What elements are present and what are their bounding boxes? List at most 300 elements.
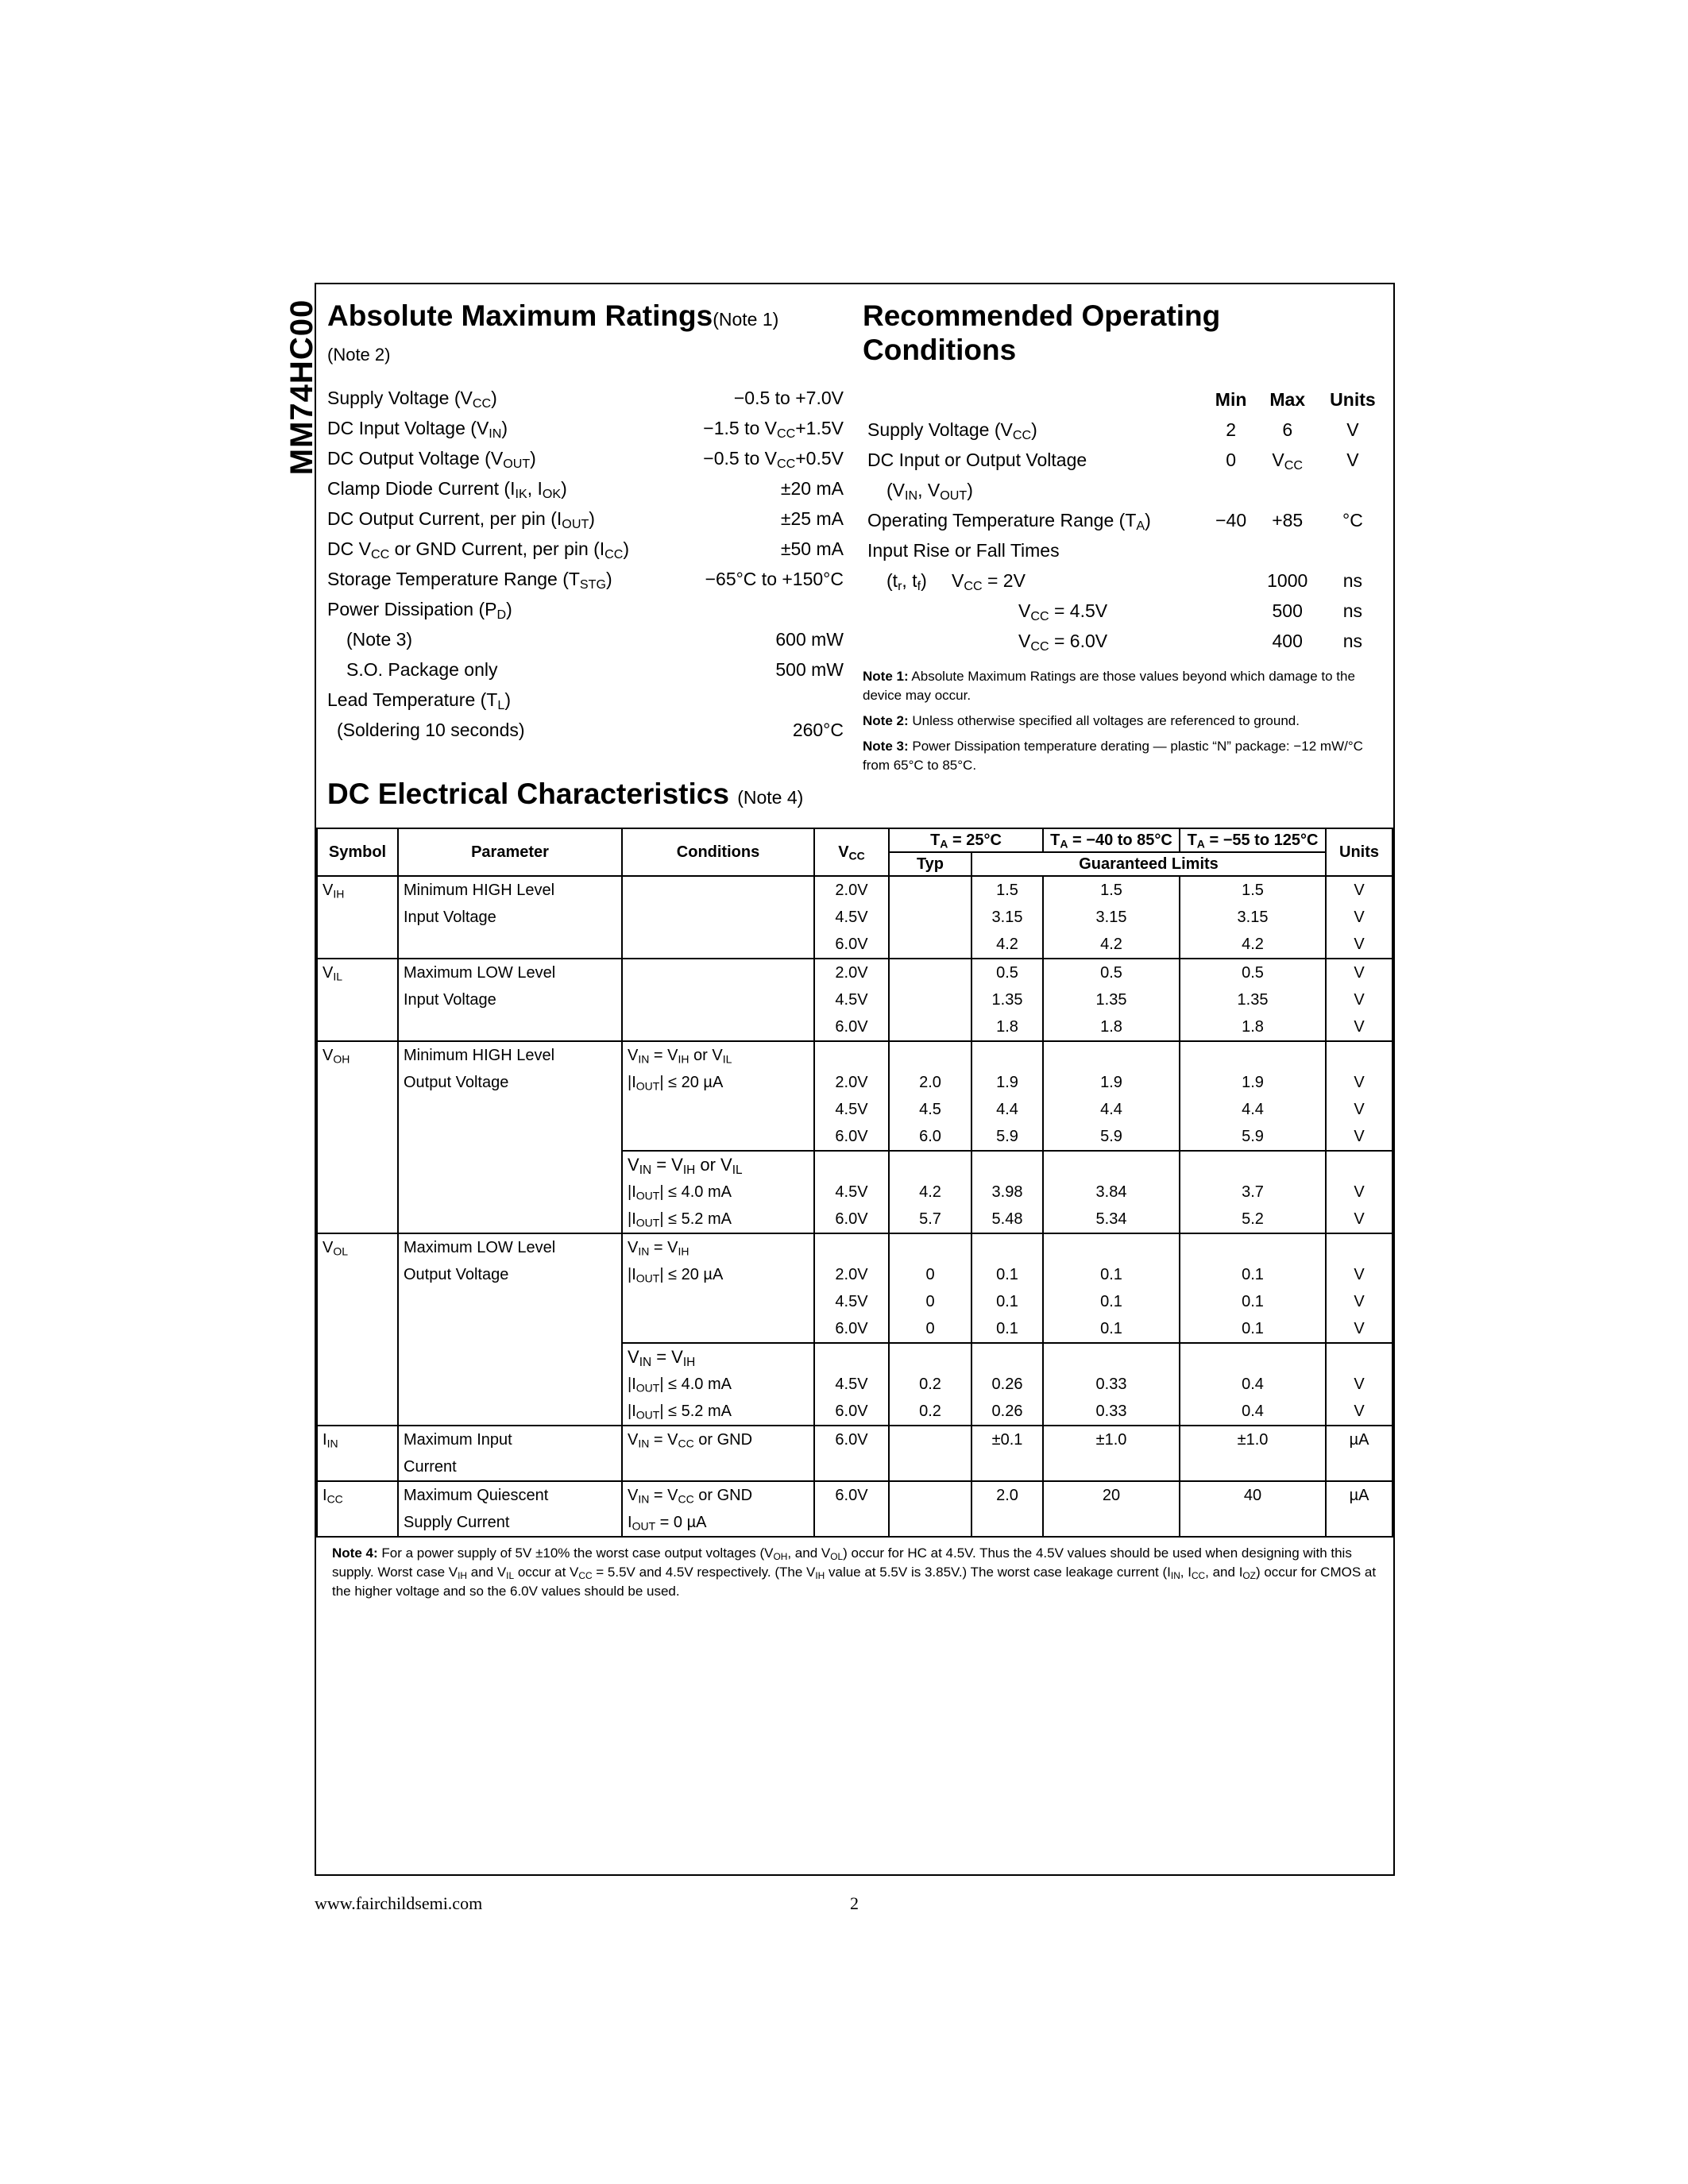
dc-cell-cond: $V_{IN} = V_{IH}$ or $V_{IL}$ <box>622 1151 814 1179</box>
dc-cell-typ <box>889 1426 971 1453</box>
amr-row-label: DC Output Current, per pin $(I_{OUT})$ <box>327 507 595 531</box>
amr-title: Absolute Maximum Ratings(Note 1) <box>327 299 779 332</box>
dc-cell-vcc: 4.5V <box>814 904 889 931</box>
dc-header-ta85: $T_A = -40$ to 85°C <box>1043 828 1180 852</box>
dc-cell-param <box>398 1123 622 1151</box>
amr-row-label: S.O. Package only <box>346 658 498 680</box>
dc-cell-cond <box>622 986 814 1013</box>
roc-header-min: Min <box>1215 388 1247 410</box>
dc-cell-vcc: 2.0V <box>814 959 889 986</box>
dc-cell-u: V <box>1326 904 1393 931</box>
recommended-operating-section <box>863 299 1387 781</box>
amr-row-value: 500 mW <box>775 658 844 680</box>
dc-cell-l85: 0.1 <box>1043 1288 1180 1315</box>
dc-cell-param: Maximum Input <box>398 1426 622 1453</box>
amr-row <box>327 534 844 564</box>
dc-cell-param <box>398 1343 622 1371</box>
dc-row <box>317 1343 1393 1371</box>
dc-header-conditions: Conditions <box>622 828 814 876</box>
dc-cell-l85: 3.15 <box>1043 904 1180 931</box>
amr-row <box>327 654 844 685</box>
dc-cell-l25: 3.15 <box>971 904 1043 931</box>
dc-cell-l85: 5.9 <box>1043 1123 1180 1151</box>
amr-row-value: −65°C to +150°C <box>705 568 844 589</box>
dc-cell-l85 <box>1043 1041 1180 1069</box>
footnotes <box>863 667 1387 775</box>
amr-row-label: Storage Temperature Range $(T_{STG})$ <box>327 568 612 592</box>
dc-cell-sym <box>317 986 398 1013</box>
dc-cell-u <box>1326 1509 1393 1537</box>
dc-cell-typ <box>889 959 971 986</box>
dc-cell-sym <box>317 1261 398 1288</box>
dc-cell-typ: 0.2 <box>889 1398 971 1426</box>
dc-cell-l125: 40 <box>1180 1481 1326 1509</box>
note-4: Note 4: For a power supply of 5V ±10% the worst case output voltages ($V_{OH}$, and $V_{OL}$) occur for HC at 4.5V. Thus the 4.5V values should be used when designing with this supply. Worst case $V_{IH}$ and $V_{IL}$ occur at $V_{CC} = 5.5V$ and 4.5V respectively. (The $V_{IH}$ value at 5.5V is 3.85V.) The worst case leakage current ($I_{IN}$, $I_{CC}$, and $I_{OZ}$) occur for CMOS at the higher voltage and so the 6.0V values should be used. <box>332 1545 1377 1599</box>
dc-row <box>317 1069 1393 1096</box>
dc-cell-l125: 1.9 <box>1180 1069 1326 1096</box>
dc-cell-l25 <box>971 1343 1043 1371</box>
dc-cell-vcc: 2.0V <box>814 876 889 904</box>
dc-cell-u: V <box>1326 959 1393 986</box>
dc-cell-vcc <box>814 1233 889 1261</box>
dc-header-typ: Typ <box>889 852 971 876</box>
dc-cell-vcc: 6.0V <box>814 1481 889 1509</box>
dc-cell-l25: 0.1 <box>971 1261 1043 1288</box>
dc-cell-sym <box>317 1179 398 1206</box>
dc-cell-l85: 1.35 <box>1043 986 1180 1013</box>
dc-cell-l125 <box>1180 1041 1326 1069</box>
roc-row-supply: Supply Voltage $(V_{CC})$ 2 6 V <box>867 419 1359 442</box>
dc-cell-l85: 0.5 <box>1043 959 1180 986</box>
dc-cell-l25: 4.2 <box>971 931 1043 959</box>
amr-row <box>327 685 844 715</box>
dc-cell-l125 <box>1180 1509 1326 1537</box>
dc-cell-l85 <box>1043 1509 1180 1537</box>
dc-cell-cond <box>622 959 814 986</box>
dc-cell-u: V <box>1326 1261 1393 1288</box>
dc-cell-u: µA <box>1326 1481 1393 1509</box>
dc-cell-param: Output Voltage <box>398 1261 622 1288</box>
roc-table: Min Max Units Supply Voltage $(V_{CC})$ 2 6 V DC Input or Output Voltage 0 $V_{CC}$ V ($V_{IN}$, $V_{OUT}$) Operating Temperature Range $(T_A)$ −40 +85 °C Input Rise or Fall Times ($t_r$, $t_f$) $V_{CC} = 2V$ 1000 ns $V_{CC} = 4.5V$ 500 ns $V_{CC} = 6.0V$ 400 ns <box>863 384 1387 656</box>
dc-cell-u: V <box>1326 1123 1393 1151</box>
dc-cell-vcc: 6.0V <box>814 1315 889 1343</box>
dc-cell-l25: 0.26 <box>971 1398 1043 1426</box>
note-3: Note 3: Power Dissipation temperature derating — plastic “N” package: −12 mW/°C from 65°C to 85°C. <box>863 739 1363 773</box>
part-number-text: MM74HC00 <box>284 299 320 476</box>
dc-header-ta25: $T_A = 25^\circ C$ <box>889 828 1043 852</box>
dc-cell-param <box>398 1013 622 1041</box>
dc-cell-cond <box>622 1315 814 1343</box>
amr-row-label: DC Input Voltage $(V_{IN})$ <box>327 417 508 441</box>
dc-row <box>317 1288 1393 1315</box>
dc-cell-u: V <box>1326 1398 1393 1426</box>
dc-cell-vcc <box>814 1509 889 1537</box>
dc-cell-param <box>398 1206 622 1233</box>
dc-cell-u: µA <box>1326 1426 1393 1453</box>
roc-title: Recommended Operating Conditions <box>863 299 1221 366</box>
roc-row-rise-3: $V_{CC} = 6.0V$ 400 ns <box>1018 630 1363 654</box>
dc-cell-l25: 5.9 <box>971 1123 1043 1151</box>
dc-cell-l125: 3.7 <box>1180 1179 1326 1206</box>
dc-cell-cond <box>622 1453 814 1481</box>
dc-cell-l85: ±1.0 <box>1043 1426 1180 1453</box>
dc-cell-u <box>1326 1041 1393 1069</box>
dc-row <box>317 1179 1393 1206</box>
dc-cell-l25: 1.35 <box>971 986 1043 1013</box>
dc-cell-u: V <box>1326 1315 1393 1343</box>
dc-cell-param: Maximum Quiescent <box>398 1481 622 1509</box>
dc-cell-l25: 0.26 <box>971 1371 1043 1398</box>
dc-cell-typ: 0 <box>889 1261 971 1288</box>
dc-characteristics-table <box>316 828 1393 1538</box>
dc-row <box>317 1509 1393 1537</box>
dc-cell-vcc: 6.0V <box>814 1398 889 1426</box>
footer-url: www.fairchildsemi.com <box>315 1893 483 1913</box>
dc-cell-sym <box>317 1288 398 1315</box>
dc-cell-typ: 0.2 <box>889 1371 971 1398</box>
dc-row <box>317 1233 1393 1261</box>
dc-cell-l85: 1.8 <box>1043 1013 1180 1041</box>
dc-cell-vcc <box>814 1041 889 1069</box>
amr-table <box>327 383 844 745</box>
dc-cell-l85: 1.9 <box>1043 1069 1180 1096</box>
dc-cell-cond: $|I_{OUT}| \le 4.0$ mA <box>622 1179 814 1206</box>
amr-row-value: −1.5 to $V_{CC}+1.5V$ <box>703 417 844 441</box>
dc-row <box>317 1398 1393 1426</box>
dc-cell-vcc: 2.0V <box>814 1261 889 1288</box>
amr-row-value <box>680 685 844 715</box>
dc-cell-u: V <box>1326 986 1393 1013</box>
dc-header-symbol: Symbol <box>317 828 398 876</box>
dc-cell-cond: $V_{IN} = V_{IH}$ <box>622 1343 814 1371</box>
dc-cell-sym <box>317 1206 398 1233</box>
dc-row <box>317 986 1393 1013</box>
dc-cell-param <box>398 1315 622 1343</box>
amr-row-value: ±25 mA <box>780 507 844 529</box>
dc-header-ta125: $T_A = -55$ to 125°C <box>1180 828 1326 852</box>
dc-cell-cond <box>622 1288 814 1315</box>
dc-cell-typ <box>889 1013 971 1041</box>
amr-row <box>327 473 844 504</box>
dc-cell-vcc: 4.5V <box>814 1179 889 1206</box>
dc-cell-vcc: 4.5V <box>814 1371 889 1398</box>
dc-cell-l85: 1.5 <box>1043 876 1180 904</box>
dc-cell-l25: 5.48 <box>971 1206 1043 1233</box>
dc-cell-vcc: 6.0V <box>814 931 889 959</box>
dc-cell-typ: 4.2 <box>889 1179 971 1206</box>
dc-cell-sym: $V_{OL}$ <box>317 1233 398 1261</box>
dc-cell-l25 <box>971 1151 1043 1179</box>
dc-cell-vcc: 4.5V <box>814 986 889 1013</box>
dc-cell-cond <box>622 1123 814 1151</box>
dc-cell-l85 <box>1043 1343 1180 1371</box>
dc-cell-param <box>398 1151 622 1179</box>
dc-cell-l85: 4.4 <box>1043 1096 1180 1123</box>
dc-cell-l125: 1.8 <box>1180 1013 1326 1041</box>
amr-row <box>327 564 844 594</box>
dc-cell-param: Minimum HIGH Level <box>398 1041 622 1069</box>
dc-cell-param: Output Voltage <box>398 1069 622 1096</box>
dc-cell-param <box>398 1096 622 1123</box>
roc-header-max: Max <box>1269 388 1306 410</box>
dc-cell-cond: $|I_{OUT}| \le 4.0$ mA <box>622 1371 814 1398</box>
dc-cell-l125: 5.2 <box>1180 1206 1326 1233</box>
amr-row <box>327 624 844 654</box>
dc-cell-l125: ±1.0 <box>1180 1426 1326 1453</box>
dc-cell-l85: 0.1 <box>1043 1315 1180 1343</box>
dc-cell-sym: $I_{IN}$ <box>317 1426 398 1453</box>
dc-cell-typ <box>889 986 971 1013</box>
amr-row-value: ±50 mA <box>780 538 844 559</box>
dc-row <box>317 1096 1393 1123</box>
dc-row <box>317 1371 1393 1398</box>
amr-row <box>327 443 844 473</box>
dc-cell-param: Minimum HIGH Level <box>398 876 622 904</box>
dc-cell-u <box>1326 1453 1393 1481</box>
dc-cell-l25: 0.5 <box>971 959 1043 986</box>
dc-cell-param: Input Voltage <box>398 986 622 1013</box>
dc-row <box>317 1151 1393 1179</box>
dc-cell-sym <box>317 1343 398 1371</box>
dc-cell-sym <box>317 1151 398 1179</box>
dc-cell-cond: $|I_{OUT}| \le 5.2$ mA <box>622 1398 814 1426</box>
amr-row <box>327 594 844 624</box>
dc-cell-l85: 0.1 <box>1043 1261 1180 1288</box>
dc-cell-l25: 1.8 <box>971 1013 1043 1041</box>
dc-cell-l85 <box>1043 1453 1180 1481</box>
dc-cell-l125: 0.4 <box>1180 1371 1326 1398</box>
dc-cell-sym <box>317 1096 398 1123</box>
amr-row-value: −0.5 to +7.0V <box>733 387 844 408</box>
dc-cell-l25 <box>971 1041 1043 1069</box>
amr-row-label: DC Output Voltage $(V_{OUT})$ <box>327 447 536 471</box>
dc-cell-u: V <box>1326 931 1393 959</box>
dc-cell-sym <box>317 1123 398 1151</box>
dc-header-guaranteed: Guaranteed Limits <box>971 852 1326 876</box>
dc-cell-u: V <box>1326 1096 1393 1123</box>
dc-cell-u: V <box>1326 1179 1393 1206</box>
dc-cell-l125: 0.5 <box>1180 959 1326 986</box>
amr-row-label: Supply Voltage $(V_{CC})$ <box>327 387 497 411</box>
amr-row-label: (Note 3) <box>346 628 413 650</box>
dc-cell-sym: $I_{CC}$ <box>317 1481 398 1509</box>
dc-row <box>317 876 1393 904</box>
dc-cell-l25: 0.1 <box>971 1288 1043 1315</box>
amr-row <box>327 383 844 413</box>
roc-row-rise-1: ($t_r$, $t_f$) $V_{CC} = 2V$ 1000 ns <box>886 569 1363 593</box>
datasheet-frame <box>315 283 1395 1876</box>
dc-cell-typ <box>889 1041 971 1069</box>
dc-cell-sym: $V_{IL}$ <box>317 959 398 986</box>
amr-row-value: 600 mW <box>775 628 844 650</box>
amr-row-value <box>680 594 844 624</box>
dc-cell-l25: ±0.1 <box>971 1426 1043 1453</box>
dc-cell-sym <box>317 1509 398 1537</box>
dc-cell-param <box>398 1179 622 1206</box>
amr-row-value: ±20 mA <box>780 477 844 499</box>
dc-cell-vcc <box>814 1151 889 1179</box>
dc-cell-l125 <box>1180 1453 1326 1481</box>
dc-cell-typ <box>889 904 971 931</box>
dc-cell-typ: 2.0 <box>889 1069 971 1096</box>
dc-cell-typ <box>889 1151 971 1179</box>
roc-row-rise-2: $V_{CC} = 4.5V$ 500 ns <box>1018 600 1363 623</box>
dc-cell-u <box>1326 1233 1393 1261</box>
dc-cell-l125: 0.4 <box>1180 1398 1326 1426</box>
dc-cell-vcc: 6.0V <box>814 1123 889 1151</box>
dc-cell-typ <box>889 1343 971 1371</box>
dc-cell-vcc <box>814 1343 889 1371</box>
amr-row-label: Power Dissipation $(P_D)$ <box>327 598 512 622</box>
dc-cell-vcc: 6.0V <box>814 1206 889 1233</box>
dc-cell-cond <box>622 1096 814 1123</box>
dc-cell-cond: $V_{IN} = V_{IH}$ <box>622 1233 814 1261</box>
dc-row <box>317 1453 1393 1481</box>
roc-row-dcio: DC Input or Output Voltage 0 $V_{CC}$ V <box>867 449 1359 473</box>
dc-cell-param: Input Voltage <box>398 904 622 931</box>
dc-cell-l25 <box>971 1453 1043 1481</box>
dc-cell-cond: $|I_{OUT}| \le 20$ µA <box>622 1261 814 1288</box>
dc-header-parameter: Parameter <box>398 828 622 876</box>
dc-cell-u: V <box>1326 1371 1393 1398</box>
dc-cell-sym <box>317 931 398 959</box>
dc-cell-l25: 0.1 <box>971 1315 1043 1343</box>
dc-cell-vcc: 6.0V <box>814 1426 889 1453</box>
dc-cell-sym <box>317 1453 398 1481</box>
dc-cell-vcc: 6.0V <box>814 1013 889 1041</box>
dc-cell-param: Maximum LOW Level <box>398 1233 622 1261</box>
dc-cell-cond: $|I_{OUT}| \le 20$ µA <box>622 1069 814 1096</box>
dc-cell-u <box>1326 1343 1393 1371</box>
dc-row <box>317 931 1393 959</box>
dc-cell-sym <box>317 904 398 931</box>
dc-cell-sym <box>317 1013 398 1041</box>
dc-cell-cond: $V_{IN} = V_{IH}$ or $V_{IL}$ <box>622 1041 814 1069</box>
dc-cell-cond <box>622 876 814 904</box>
dc-cell-u: V <box>1326 1288 1393 1315</box>
dc-cell-vcc: 2.0V <box>814 1069 889 1096</box>
dc-cell-vcc: 4.5V <box>814 1096 889 1123</box>
dc-cell-param: Supply Current <box>398 1509 622 1537</box>
dc-row <box>317 1206 1393 1233</box>
dc-cell-cond <box>622 931 814 959</box>
note-1: Note 1: Absolute Maximum Ratings are those values beyond which damage to the device may occur. <box>863 669 1355 703</box>
amr-row-label: (Soldering 10 seconds) <box>337 719 525 740</box>
dc-cell-vcc <box>814 1453 889 1481</box>
dc-header-units: Units <box>1326 828 1393 876</box>
dc-cell-l85: 5.34 <box>1043 1206 1180 1233</box>
dc-cell-l25: 1.9 <box>971 1069 1043 1096</box>
dc-cell-l125: 0.1 <box>1180 1261 1326 1288</box>
dc-cell-l125 <box>1180 1151 1326 1179</box>
dc-cell-l125 <box>1180 1233 1326 1261</box>
dc-cell-u: V <box>1326 1069 1393 1096</box>
amr-row-value: 260°C <box>792 719 844 740</box>
dc-cell-sym: $V_{OH}$ <box>317 1041 398 1069</box>
dc-title: DC Electrical Characteristics (Note 4) <box>327 778 804 810</box>
amr-subnote: (Note 2) <box>327 345 391 365</box>
amr-row <box>327 413 844 443</box>
dc-cell-l125: 1.35 <box>1180 986 1326 1013</box>
dc-cell-l125: 0.1 <box>1180 1288 1326 1315</box>
dc-cell-sym: $V_{IH}$ <box>317 876 398 904</box>
dc-cell-typ: 6.0 <box>889 1123 971 1151</box>
dc-cell-l85: 0.33 <box>1043 1371 1180 1398</box>
dc-cell-u: V <box>1326 1206 1393 1233</box>
dc-header-vcc: $V_{CC}$ <box>814 828 889 876</box>
dc-cell-l25 <box>971 1509 1043 1537</box>
dc-cell-typ <box>889 931 971 959</box>
absolute-maximum-ratings-section <box>327 299 844 745</box>
dc-cell-typ <box>889 1509 971 1537</box>
dc-cell-typ: 4.5 <box>889 1096 971 1123</box>
dc-cell-param <box>398 1398 622 1426</box>
amr-row-value: −0.5 to $V_{CC}+0.5V$ <box>703 447 844 471</box>
dc-row <box>317 1481 1393 1509</box>
amr-row <box>327 504 844 534</box>
dc-cell-typ <box>889 1453 971 1481</box>
dc-cell-param <box>398 931 622 959</box>
dc-cell-u: V <box>1326 876 1393 904</box>
dc-cell-sym <box>317 1371 398 1398</box>
page-number: 2 <box>850 1893 859 1913</box>
dc-cell-l25: 4.4 <box>971 1096 1043 1123</box>
dc-cell-typ <box>889 1481 971 1509</box>
dc-cell-vcc: 4.5V <box>814 1288 889 1315</box>
dc-cell-l85: 3.84 <box>1043 1179 1180 1206</box>
dc-cell-l125: 0.1 <box>1180 1315 1326 1343</box>
dc-cell-param <box>398 1371 622 1398</box>
amr-row-label: Lead Temperature $(T_L)$ <box>327 689 511 712</box>
amr-row <box>327 715 844 745</box>
dc-cell-l85: 20 <box>1043 1481 1180 1509</box>
dc-cell-l125: 1.5 <box>1180 876 1326 904</box>
dc-cell-l85: 4.2 <box>1043 931 1180 959</box>
dc-cell-typ <box>889 876 971 904</box>
dc-cell-l25: 3.98 <box>971 1179 1043 1206</box>
dc-cell-cond <box>622 904 814 931</box>
note-2: Note 2: Unless otherwise specified all voltages are referenced to ground. <box>863 713 1300 728</box>
dc-cell-cond: $V_{IN} = V_{CC}$ or GND <box>622 1426 814 1453</box>
dc-row <box>317 1315 1393 1343</box>
dc-cell-typ <box>889 1233 971 1261</box>
amr-row-label: Clamp Diode Current ($I_{IK}$, $I_{OK}$) <box>327 477 567 501</box>
dc-cell-cond: $|I_{OUT}| \le 5.2$ mA <box>622 1206 814 1233</box>
dc-cell-param <box>398 1288 622 1315</box>
dc-cell-l85: 0.33 <box>1043 1398 1180 1426</box>
dc-cell-typ: 0 <box>889 1288 971 1315</box>
dc-cell-cond: $V_{IN} = V_{CC}$ or GND <box>622 1481 814 1509</box>
dc-row <box>317 1123 1393 1151</box>
roc-row-temp: Operating Temperature Range $(T_A)$ −40 +85 °C <box>867 509 1363 533</box>
dc-cell-l25 <box>971 1233 1043 1261</box>
dc-row <box>317 1261 1393 1288</box>
dc-cell-sym <box>317 1069 398 1096</box>
dc-cell-l85 <box>1043 1151 1180 1179</box>
dc-cell-l125: 4.4 <box>1180 1096 1326 1123</box>
dc-row <box>317 959 1393 986</box>
amr-row-label: DC $V_{CC}$ or GND Current, per pin $(I_{CC})$ <box>327 538 630 561</box>
roc-header-units: Units <box>1330 388 1376 410</box>
dc-cell-param: Maximum LOW Level <box>398 959 622 986</box>
dc-cell-l125: 4.2 <box>1180 931 1326 959</box>
dc-cell-cond: $I_{OUT} = 0$ µA <box>622 1509 814 1537</box>
dc-row <box>317 1426 1393 1453</box>
dc-cell-typ: 5.7 <box>889 1206 971 1233</box>
dc-row <box>317 1041 1393 1069</box>
dc-cell-l85 <box>1043 1233 1180 1261</box>
dc-cell-l125: 3.15 <box>1180 904 1326 931</box>
